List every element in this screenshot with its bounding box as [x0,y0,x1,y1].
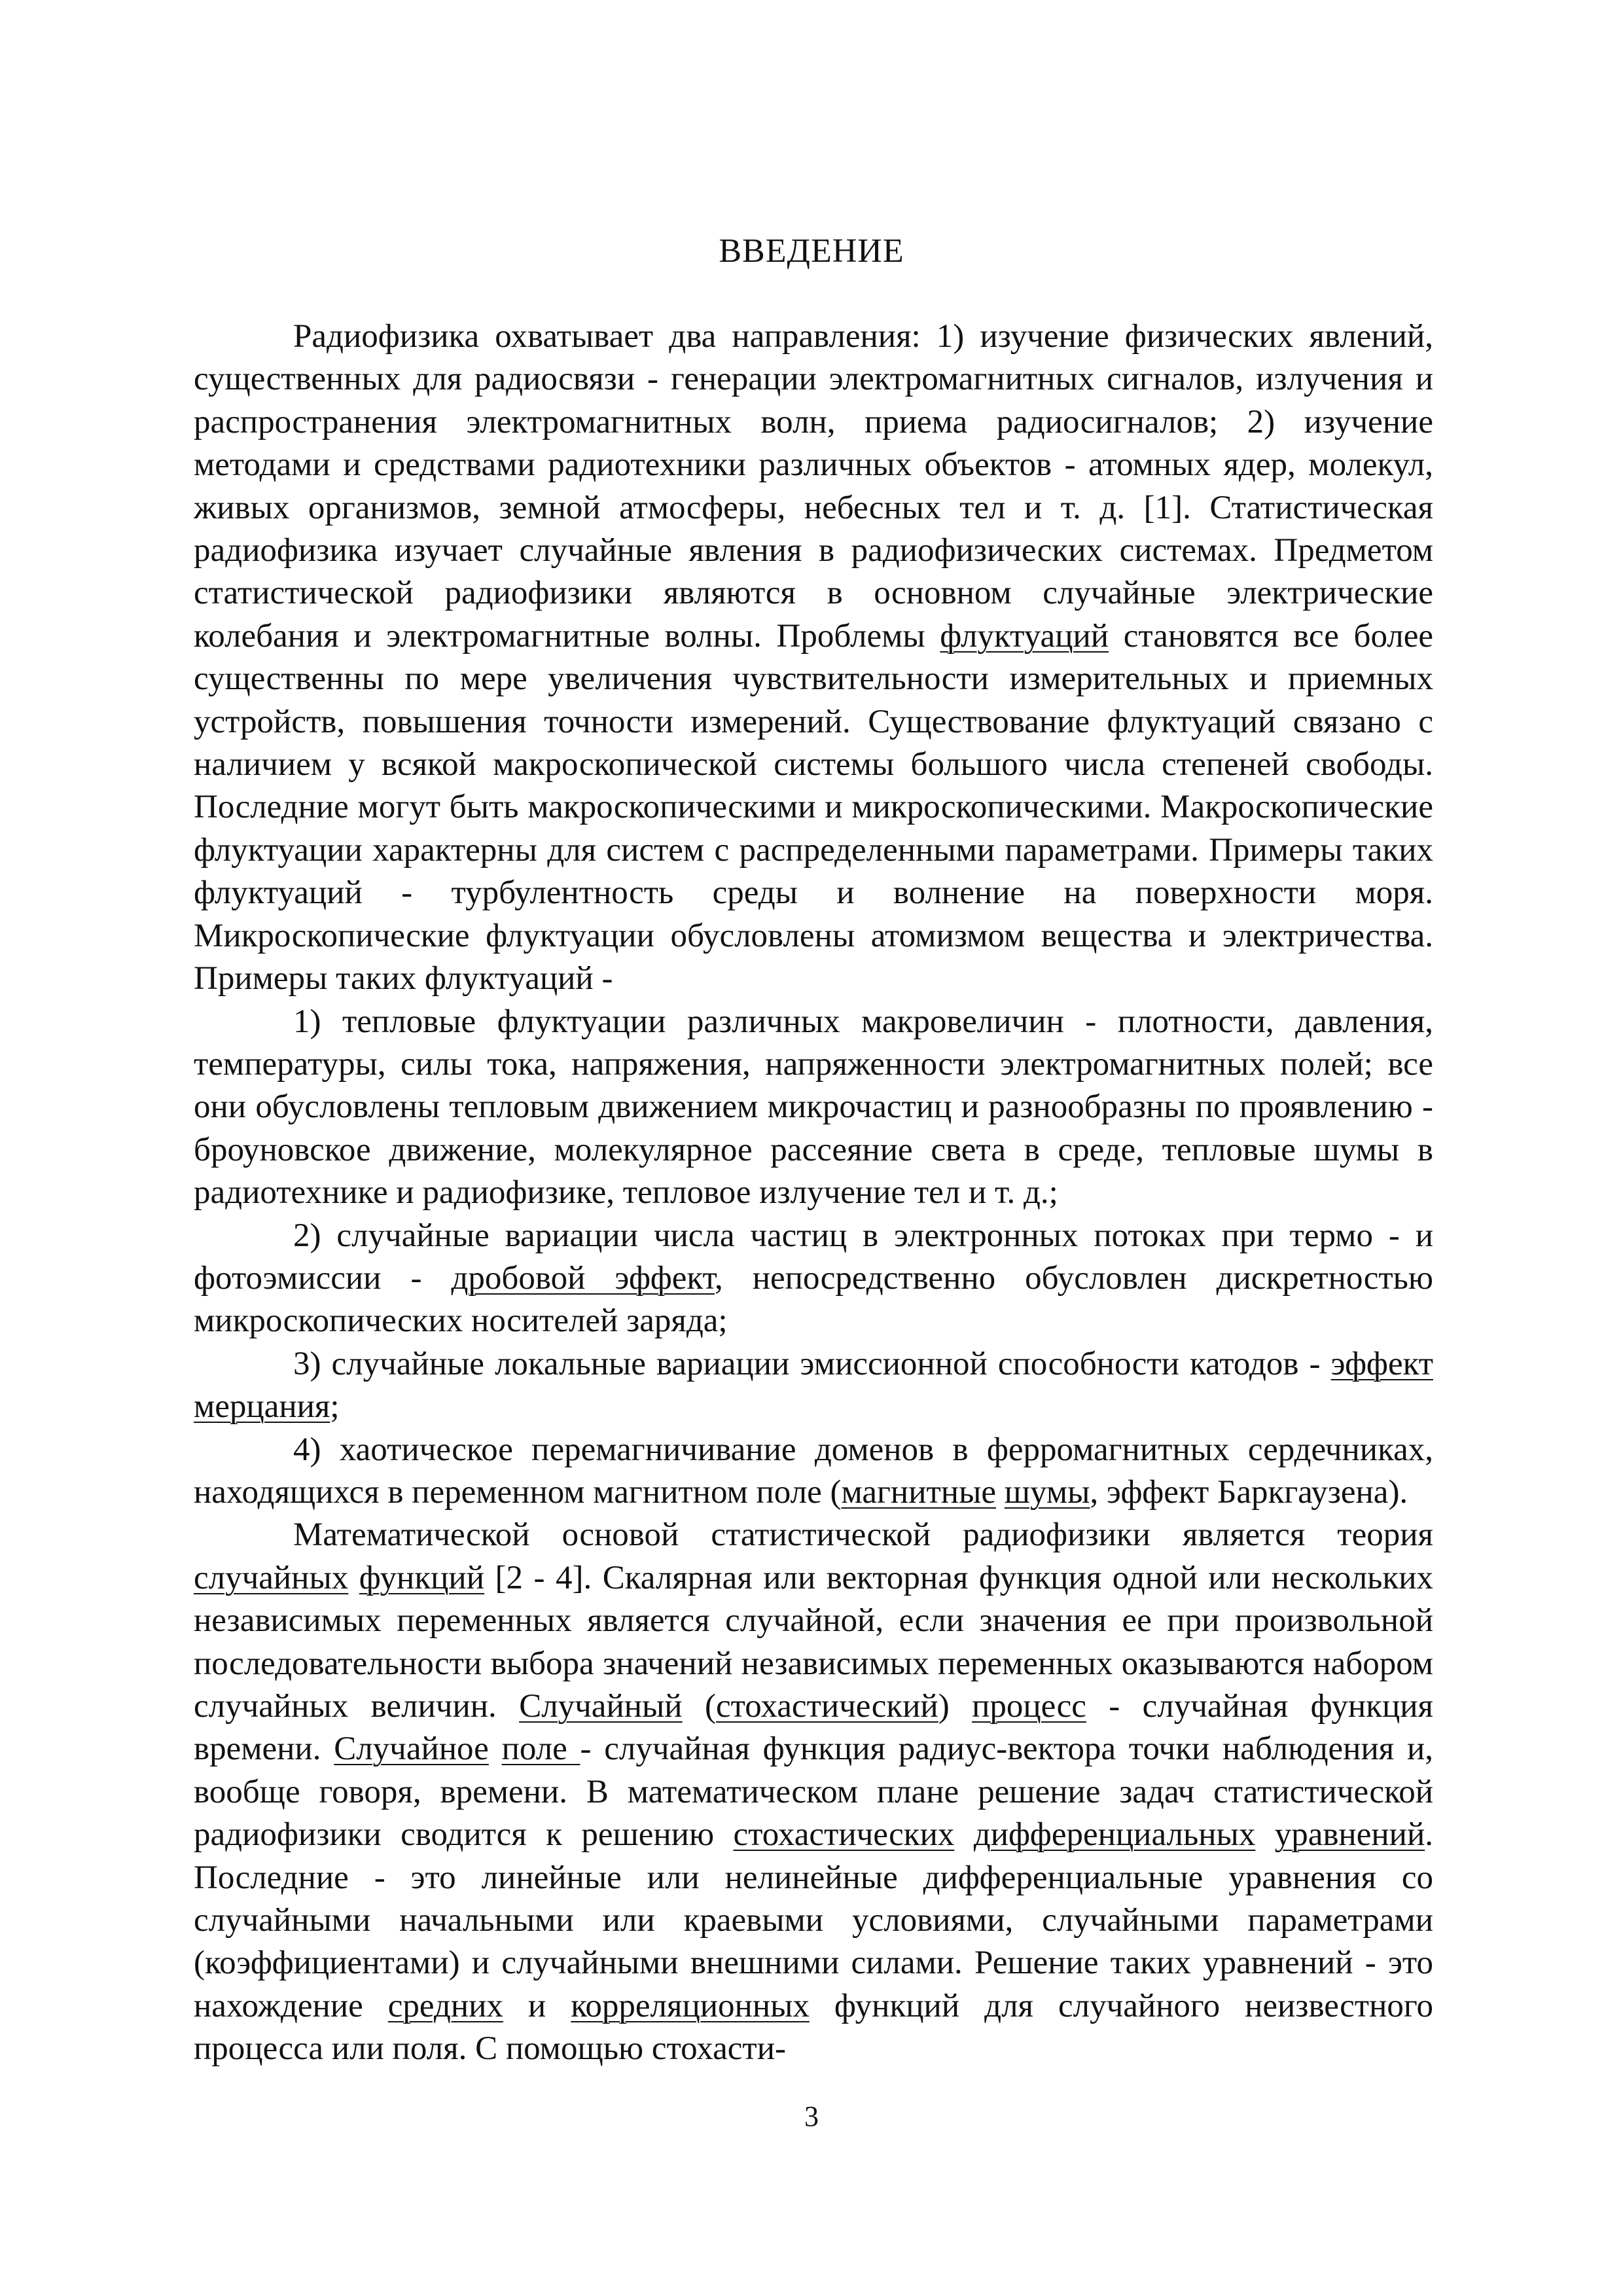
text-run: и [503,1987,571,2024]
paragraph-item-1-thermal-fluctuations [194,1001,1433,1215]
underlined-term: случайных [194,1559,349,1596]
underlined-term: шумы [1004,1473,1090,1511]
underlined-term: уравнений [1274,1816,1425,1854]
text-run: Математической основой статистической радиофизики является теория [293,1516,1433,1554]
body-text [194,315,1433,2071]
page-number: 3 [804,2100,819,2132]
text-run: ( [682,1688,716,1725]
text-run: , непосредственно обусловлен дискретностью микроскопических носителей заряда; [194,1259,1433,1340]
underlined-term: Случайный [519,1688,683,1725]
underlined-term: поле [501,1731,580,1768]
underlined-term: дробовой эффект [451,1259,715,1297]
text-run: , эффект Баркгаузена). [1090,1473,1408,1511]
paragraph-item-3-flicker-effect [194,1343,1433,1429]
paragraph-item-2-shot-effect [194,1215,1433,1343]
text-run: 4) хаотическое перемагничивание доменов в ферромагнитных сердечниках, находящихся в переменном магнитном поле ( [194,1431,1433,1511]
paragraph-intro [194,315,1433,1001]
underlined-term: флуктуаций [940,617,1109,655]
underlined-term: эффект мерцания [194,1345,1433,1426]
text-run: . Последние - это линейные или нелинейные дифференциальные уравнения со случайными начальными или краевыми условиями, случайными параметрами (коэффициентами) и случайными внешними силами. Решение таких уравнений - это нахождение [194,1816,1433,2024]
text-run: 2) случайные вариации числа частиц в электронных потоках при термо - и фотоэмиссии - [194,1217,1433,1297]
text-run [1255,1816,1274,1853]
text-run: Радиофизика охватывает два направления: 1) изучение физических явлений, существенных для радиосвязи - генерации электромагнитных сигналов, излучения и распространения электромагнитных волн, приема радиосигналов; 2) изучение методами и средствами радиотехники различных объектов - атомных ядер, молекул, живых организмов, земной атмосферы, небесных тел и т. д. [1]. Статистическая радиофизика изучает случайные явления в радиофизических системах. Предметом статистической радиофизики являются в основном случайные электрические колебания и электромагнитные волны. Проблемы [194,318,1433,655]
text-run: 3) случайные локальные вариации эмиссионной способности катодов - [293,1345,1331,1382]
text-run: 1) тепловые флуктуации различных макровеличин - плотности, давления, температуры, силы тока, напряжения, напряженности электромагнитных полей; все они обусловлены тепловым движением микрочастиц и разнообразны по проявлению - броуновское движение, молекулярное рассеяние света в среде, тепловые шумы в радиотехнике и радиофизике, тепловое излучение тел и т. д.; [194,1003,1433,1211]
text-run [954,1816,973,1853]
underlined-term: корреляционных [571,1987,810,2024]
text-run: ; [330,1388,340,1426]
text-run: [2 - 4]. Скалярная или векторная функция одной или нескольких независимых переменных является случайной, если значения ее при произвольной последовательности выбора значений независимых переменных оказываются набором случайных величин. [194,1559,1433,1725]
underlined-term: магнитные [841,1473,997,1511]
underlined-term: стохастических [733,1816,955,1854]
underlined-term: средних [387,1987,503,2024]
text-run: функций для случайного неизвестного процесса или поля. С помощью стохасти- [194,1987,1434,2068]
underlined-term: процесс [972,1688,1086,1725]
paragraph-random-functions [194,1514,1433,2070]
underlined-term: Случайное [334,1731,489,1768]
text-run: - случайная функция времени. [194,1688,1433,1768]
page-title: ВВЕДЕНИЕ [719,232,904,270]
underlined-term: стохастический [715,1688,938,1725]
underlined-term: дифференциальных [973,1816,1256,1854]
text-run [348,1560,359,1596]
text-run: ) [938,1688,972,1725]
text-run [996,1474,1005,1511]
text-run: становятся все более существенны по мере увеличения чувствительности измерительных и приемных устройств, повышения точности измерений. Существование флуктуаций связано с наличием у всякой макроскопической системы большого числа степеней свободы. Последние могут быть макроскопическими и микроскопическими. Макроскопические флуктуации характерны для систем с распределенными параметрами. Примеры таких флуктуаций - турбулентность среды и волнение на поверхности моря. Микроскопические флуктуации обусловлены атомизмом вещества и электричества. Примеры таких флуктуаций - [194,617,1433,997]
text-run [489,1731,502,1767]
text-run: - случайная функция радиус-вектора точки наблюдения и, вообще говоря, времени. В математическом плане решение задач статистической радиофизики сводится к решению [194,1731,1433,1854]
underlined-term: функций [359,1559,484,1596]
paragraph-item-4-magnetic-noise [194,1429,1433,1515]
